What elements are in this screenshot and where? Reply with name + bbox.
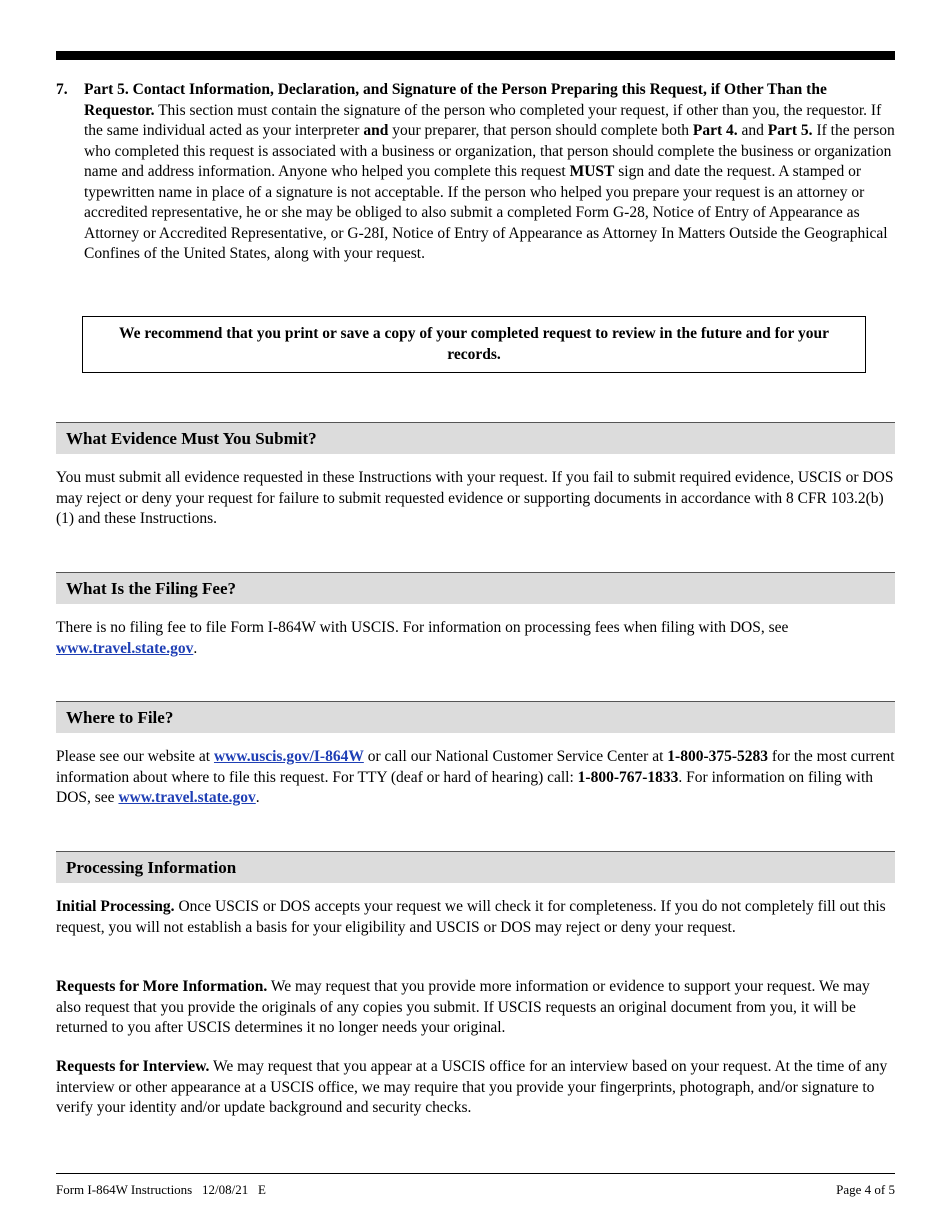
item-7-heading: Part 5. Contact Information, Declaration, and Signature of the Person Preparing this Request, if Other Than the Requestor.: [84, 81, 827, 119]
section-heading-where-to-file: Where to File?: [56, 701, 895, 733]
uscis-i864w-link[interactable]: www.uscis.gov/I-864W: [213, 748, 364, 765]
recommend-note-text: We recommend that you print or save a copy of your completed request to review in the future and for your records.: [118, 325, 830, 363]
recommend-note-box: [82, 316, 866, 373]
customer-service-phone: 1-800-375-5283: [667, 748, 769, 765]
travel-state-gov-link-2[interactable]: www.travel.state.gov: [118, 789, 256, 806]
item-7-part5: [56, 80, 895, 265]
section-heading-evidence: What Evidence Must You Submit?: [56, 422, 895, 454]
top-rule: [56, 51, 895, 60]
evidence-paragraph: You must submit all evidence requested in these Instructions with your request. If you fail to submit required evidence, USCIS or DOS may reject or deny your request for failure to submit requested evidence or supporting documents in accordance with 8 CFR 103.2(b)(1) and these Instructions.: [56, 469, 894, 527]
interview-paragraph: Requests for Interview. We may request that you appear at a USCIS office for an interview based on your request. At the time of any interview or other appearance at a USCIS office, we may require that you provide your fingerprints, photograph, and/or signature to verify your identity and/or update background and security checks.: [56, 1058, 888, 1116]
footer-rule: [56, 1173, 895, 1174]
initial-processing-paragraph: Initial Processing. Once USCIS or DOS accepts your request we will check it for completeness. If you do not completely fill out this request, you will not establish a basis for your eligibility and USCIS or DOS may reject or deny your request.: [56, 898, 886, 936]
more-information-paragraph: Requests for More Information. We may request that you provide more information or evidence to support your request. We may also request that you provide the originals of any copies you submit. If USCIS requests an original document from you, it will be returned to you after USCIS determines it no longer needs your original.: [56, 978, 870, 1036]
tty-phone: 1-800-767-1833: [577, 768, 679, 786]
item-number: 7.: [56, 81, 68, 98]
footer-form-id: Form I-864W Instructions 12/08/21 E: [56, 1182, 266, 1197]
item-7-text: Part 5. Contact Information, Declaration, and Signature of the Person Preparing this Request, if Other Than the Requestor. This section must contain the signature of the person who completed your request, if other than you, the requestor. If the same individual acted as your interpreter and your preparer, that person should complete both Part 4. and Part 5. If the person who completed this request is associated with a business or organization, that person should complete the business or organization name and address information. Anyone who helped you complete this request MUST sign and date the request. A stamped or typewritten name in place of a signature is not acceptable. If the person who helped you prepare your request is an attorney or accredited representative, he or she may be obliged to also submit a completed Form G-28, Notice of Entry of Appearance as Attorney or Accredited Representative, or G-28I, Notice of Entry of Appearance as Attorney In Matters Outside the Geographical Confines of the United States, along with your request.: [84, 81, 895, 262]
section-heading-filing-fee: What Is the Filing Fee?: [56, 572, 895, 604]
section-heading-processing: Processing Information: [56, 851, 895, 883]
where-to-file-paragraph: Please see our website at www.uscis.gov/I-864W or call our National Customer Service Center at 1-800-375-5283 for the most current information about where to file this request. For TTY (deaf or hard of hearing) call: 1-800-767-1833. For information on filing with DOS, see www.travel.state.gov.: [56, 748, 895, 806]
footer-page-number: Page 4 of 5: [836, 1182, 895, 1197]
filing-fee-paragraph: There is no filing fee to file Form I-864W with USCIS. For information on processing fees when filing with DOS, see www.travel.state.gov.: [56, 619, 789, 657]
travel-state-gov-link[interactable]: www.travel.state.gov: [56, 639, 194, 657]
